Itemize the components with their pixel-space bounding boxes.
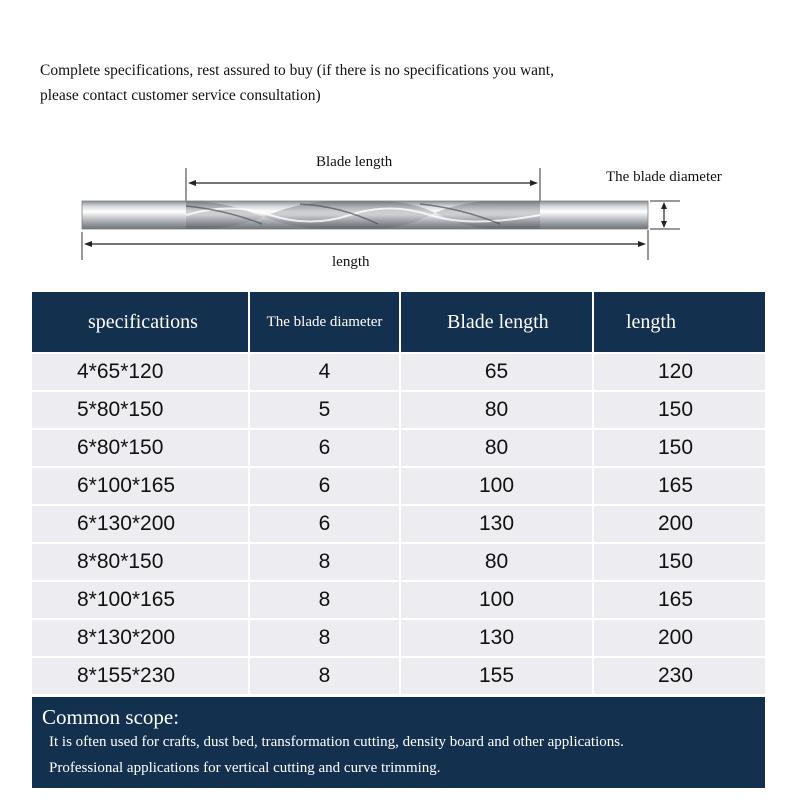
cell-blade-length: 80 bbox=[400, 429, 593, 467]
common-scope-line-1: It is often used for crafts, dust bed, transformation cutting, density board and other applications. bbox=[49, 734, 624, 750]
cell-blade-length: 80 bbox=[400, 391, 593, 429]
cell-blade-length: 130 bbox=[400, 505, 593, 543]
cell-blade-length: 65 bbox=[400, 353, 593, 391]
common-scope-panel bbox=[32, 697, 765, 788]
cell-length: 165 bbox=[593, 467, 765, 505]
drill-bit-diagram bbox=[0, 140, 800, 290]
header-specifications: specifications bbox=[32, 292, 249, 353]
cell-blade-length: 155 bbox=[400, 657, 593, 694]
cell-blade-diameter: 8 bbox=[249, 619, 400, 657]
table-header-row bbox=[32, 292, 765, 353]
cell-length: 150 bbox=[593, 429, 765, 467]
length-label: length bbox=[332, 254, 370, 270]
cell-blade-diameter: 6 bbox=[249, 505, 400, 543]
cell-blade-length: 100 bbox=[400, 581, 593, 619]
cell-blade-diameter: 6 bbox=[249, 467, 400, 505]
cell-specification: 8*100*165 bbox=[32, 581, 249, 619]
header-length: length bbox=[593, 292, 765, 353]
table-row bbox=[32, 619, 765, 657]
table-row bbox=[32, 467, 765, 505]
blade-length-label: Blade length bbox=[316, 154, 393, 170]
intro-line-1: Complete specifications, rest assured to buy (if there is no specifications you want, bbox=[40, 62, 554, 79]
cell-specification: 6*80*150 bbox=[32, 429, 249, 467]
table-row bbox=[32, 505, 765, 543]
cell-blade-diameter: 8 bbox=[249, 657, 400, 694]
cell-specification: 4*65*120 bbox=[32, 353, 249, 391]
cell-blade-diameter: 4 bbox=[249, 353, 400, 391]
cell-specification: 5*80*150 bbox=[32, 391, 249, 429]
drill-bit-drawing bbox=[0, 140, 800, 290]
intro-text bbox=[40, 58, 760, 108]
cell-specification: 6*100*165 bbox=[32, 467, 249, 505]
cell-blade-diameter: 8 bbox=[249, 543, 400, 581]
intro-line-2: please contact customer service consultation) bbox=[40, 87, 321, 104]
cell-blade-length: 80 bbox=[400, 543, 593, 581]
blade-diameter-label: The blade diameter bbox=[606, 169, 722, 185]
table-row bbox=[32, 353, 765, 391]
table-row bbox=[32, 391, 765, 429]
cell-length: 150 bbox=[593, 391, 765, 429]
cell-specification: 8*155*230 bbox=[32, 657, 249, 694]
common-scope-title: Common scope: bbox=[42, 705, 180, 729]
cell-blade-length: 130 bbox=[400, 619, 593, 657]
cell-blade-length: 100 bbox=[400, 467, 593, 505]
table-row bbox=[32, 429, 765, 467]
cell-blade-diameter: 6 bbox=[249, 429, 400, 467]
cell-length: 150 bbox=[593, 543, 765, 581]
header-blade-diameter: The blade diameter bbox=[249, 292, 400, 353]
cell-length: 200 bbox=[593, 619, 765, 657]
table-row bbox=[32, 581, 765, 619]
cell-length: 120 bbox=[593, 353, 765, 391]
cell-specification: 8*80*150 bbox=[32, 543, 249, 581]
cell-length: 200 bbox=[593, 505, 765, 543]
cell-specification: 8*130*200 bbox=[32, 619, 249, 657]
specifications-table bbox=[32, 292, 765, 694]
table-row bbox=[32, 543, 765, 581]
cell-length: 230 bbox=[593, 657, 765, 694]
table-row bbox=[32, 657, 765, 694]
cell-length: 165 bbox=[593, 581, 765, 619]
cell-specification: 6*130*200 bbox=[32, 505, 249, 543]
cell-blade-diameter: 5 bbox=[249, 391, 400, 429]
common-scope-line-2: Professional applications for vertical cutting and curve trimming. bbox=[49, 760, 441, 776]
header-blade-length: Blade length bbox=[400, 292, 593, 353]
cell-blade-diameter: 8 bbox=[249, 581, 400, 619]
